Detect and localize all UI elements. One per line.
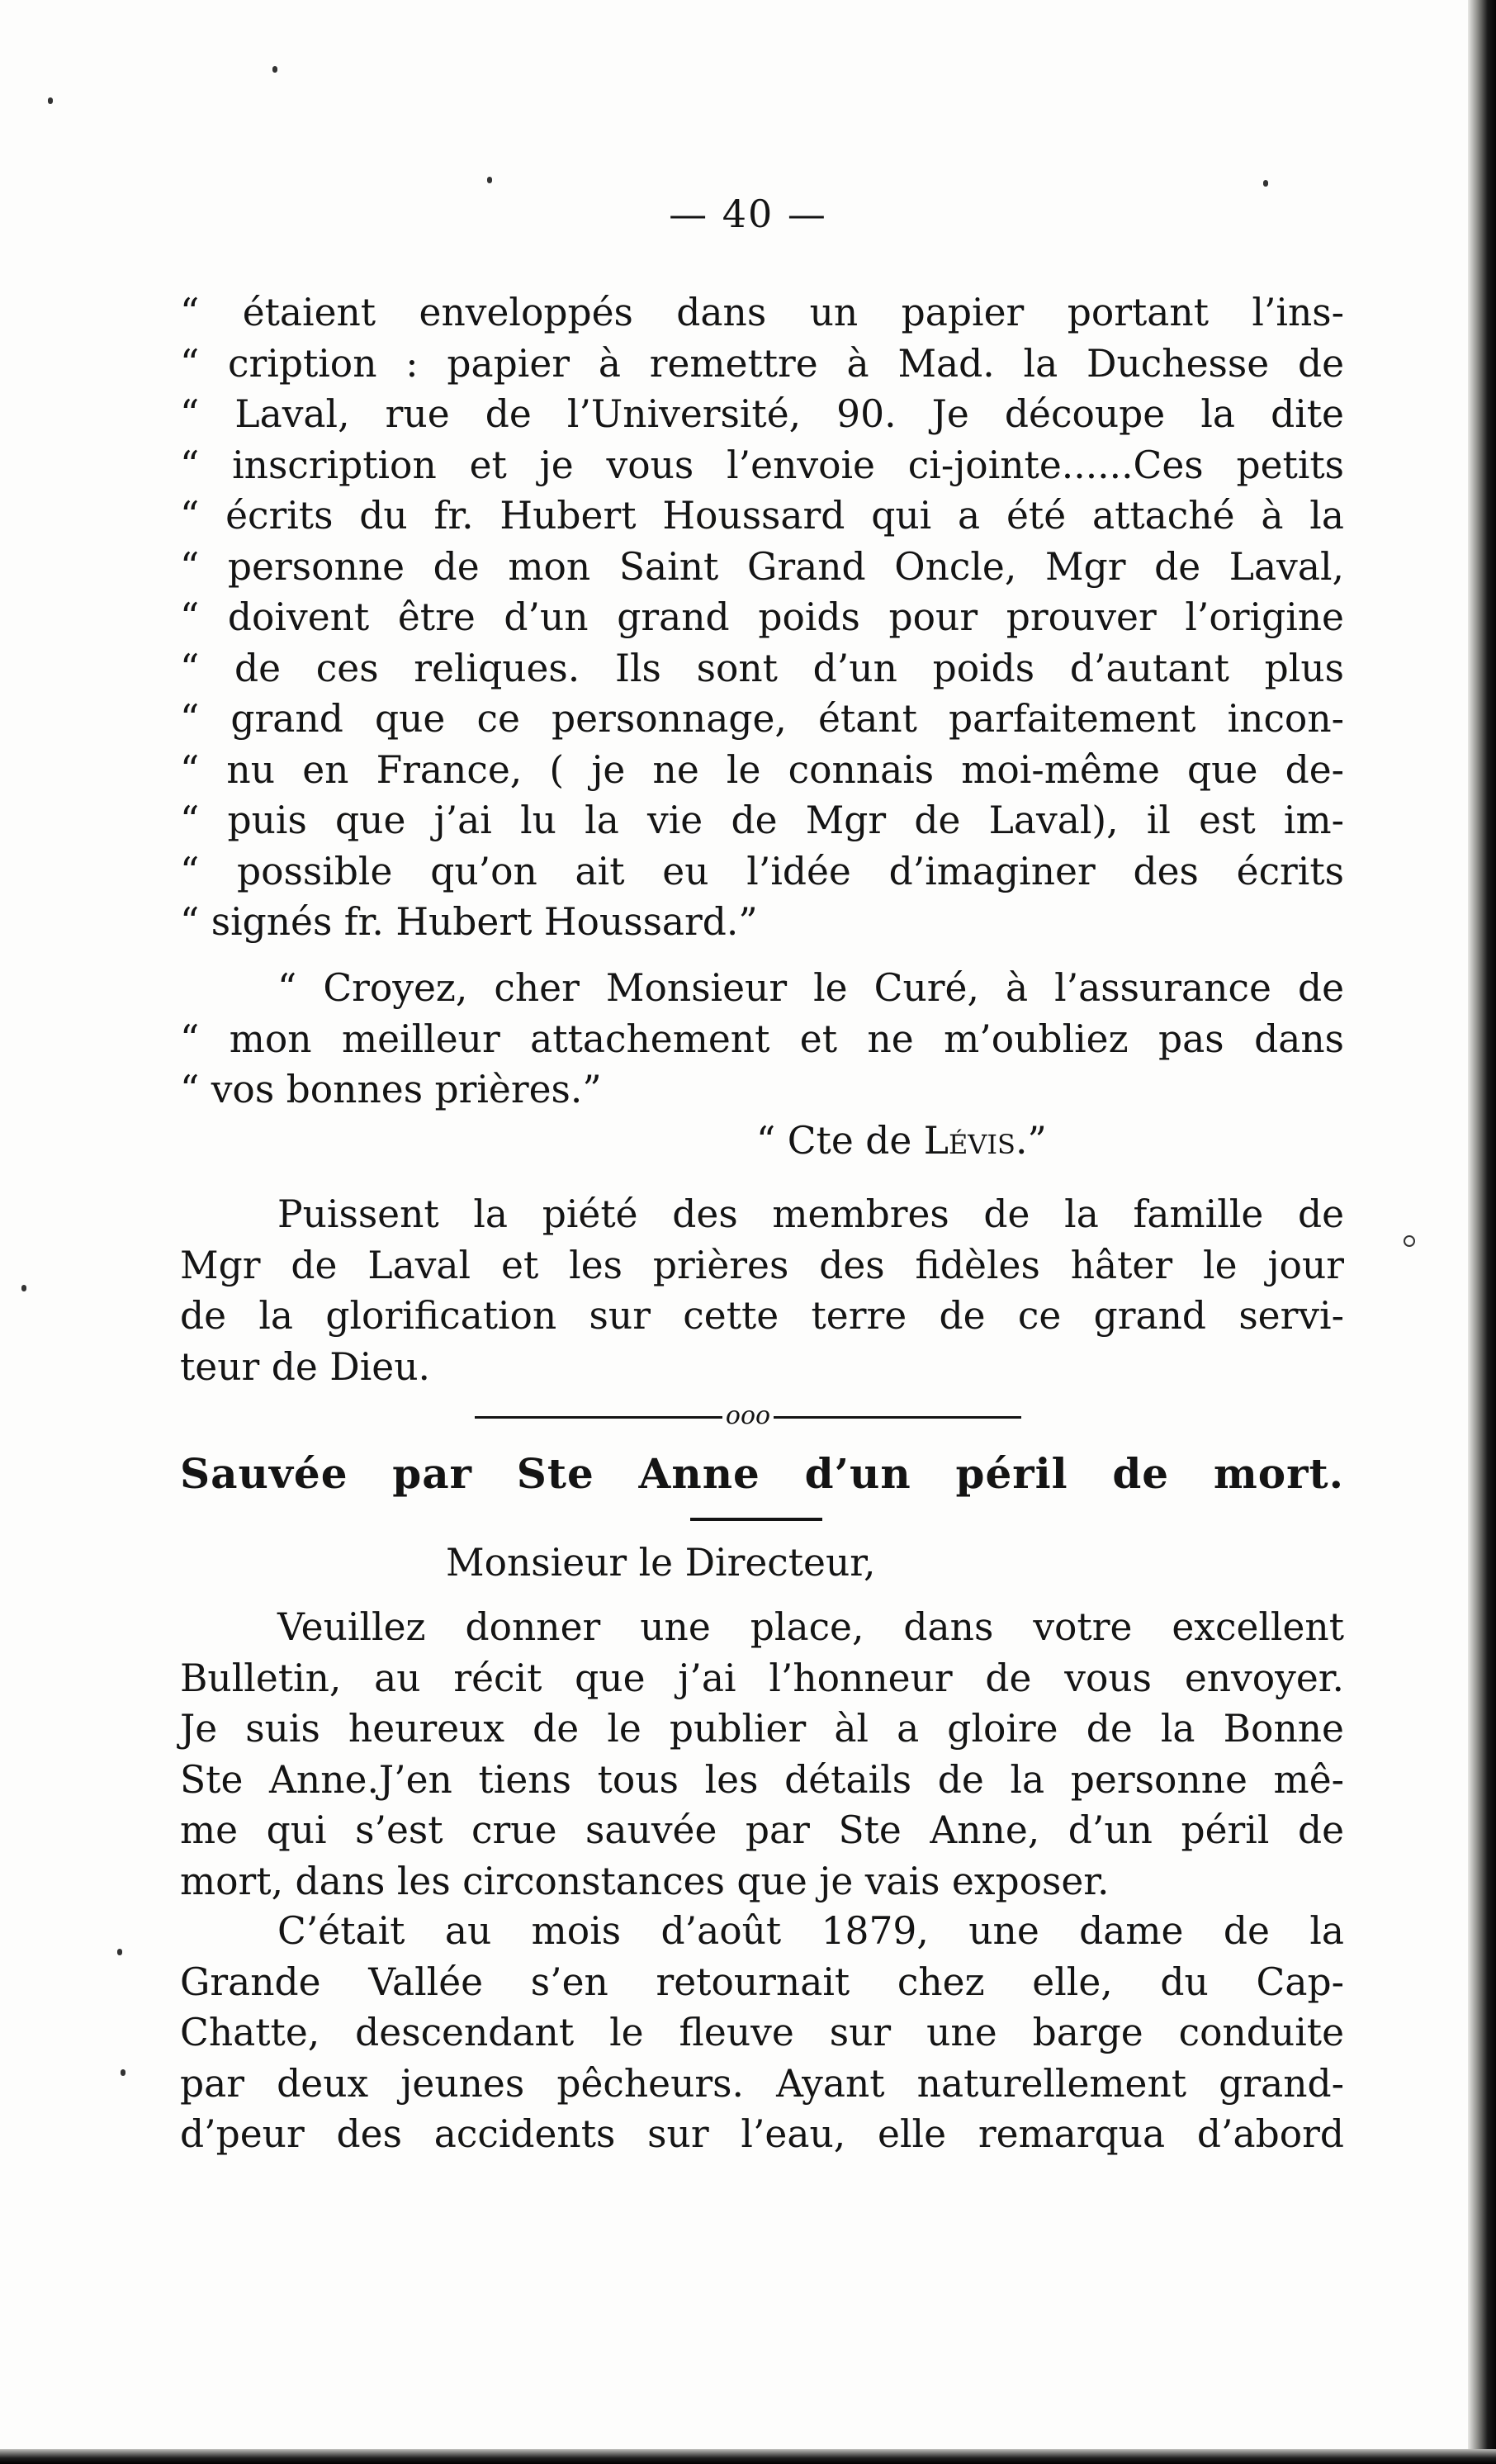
- text-line: Je suis heureux de le publier àl a gloire de la Bonne: [180, 1707, 1344, 1751]
- text-line: “ de ces reliques. Ils sont d’un poids d’autant plus: [180, 646, 1344, 690]
- text-line: “ puis que j’ai lu la vie de Mgr de Laval), il est im-: [180, 798, 1344, 842]
- text-line: “ grand que ce personnage, étant parfaitement incon-: [180, 697, 1344, 741]
- scan-edge-bottom: [0, 2449, 1496, 2464]
- text-line: “ écrits du fr. Hubert Houssard qui a été attaché à la: [180, 494, 1344, 538]
- scan-speck: [21, 1285, 26, 1291]
- separator-mark: ooo: [725, 1401, 771, 1430]
- text-line: de la glorification sur cette terre de ce grand servi-: [180, 1294, 1344, 1338]
- editorial-paragraph: [180, 1189, 1344, 1392]
- text-line: “ Croyez, cher Monsieur le Curé, à l’assurance de: [277, 966, 1344, 1010]
- scan-speck: [272, 66, 277, 73]
- scan-speck: [487, 177, 492, 183]
- text-line: me qui s’est crue sauvée par Ste Anne, d’un péril de: [180, 1808, 1344, 1852]
- separator-rule-left: [475, 1416, 722, 1419]
- text-line: “ étaient enveloppés dans un papier portant l’ins-: [180, 291, 1344, 334]
- text-line: “ signés fr. Hubert Houssard.”: [180, 900, 758, 944]
- text-line: Puissent la piété des membres de la famille de: [277, 1192, 1344, 1236]
- letter-quote-block: [180, 287, 1344, 948]
- text-line: Grande Vallée s’en retournait chez elle, du Cap-: [180, 1959, 1344, 2004]
- section-separator: [0, 1400, 1496, 1433]
- scan-speck: [1404, 1235, 1415, 1247]
- scan-speck: [121, 2069, 125, 2076]
- article-paragraph-1: [180, 1602, 1344, 1907]
- text-line: Chatte, descendant le fleuve sur une barge conduite: [180, 2011, 1344, 2054]
- text-line: “ cription : papier à remettre à Mad. la Duchesse de: [180, 341, 1344, 386]
- text-line: “ possible qu’on ait eu l’idée d’imaginer des écrits: [180, 849, 1344, 893]
- letter-closing-block: [180, 963, 1344, 1166]
- text-line: par deux jeunes pêcheurs. Ayant naturellement grand-: [180, 2061, 1344, 2106]
- salutation: Monsieur le Directeur,: [446, 1541, 876, 1585]
- signature-prefix: “ Cte de: [756, 1118, 924, 1163]
- text-line: d’peur des accidents sur l’eau, elle remarqua d’abord: [180, 2112, 1344, 2156]
- scan-speck: [117, 1949, 122, 1955]
- scan-speck: [1263, 180, 1268, 187]
- title-underline-rule: [690, 1518, 822, 1521]
- text-line: “ inscription et je vous l’envoie ci-jointe......Ces petits: [180, 443, 1344, 487]
- text-line: “ mon meilleur attachement et ne m’oubliez pas dans: [180, 1016, 1344, 1061]
- text-line: “ personne de mon Saint Grand Oncle, Mgr de Laval,: [180, 544, 1344, 589]
- text-line: teur de Dieu.: [180, 1344, 430, 1389]
- article-paragraph-2: [180, 1906, 1344, 2160]
- letter-signature: [180, 1116, 1344, 1167]
- scan-edge-right: [1468, 0, 1496, 2464]
- separator-rule-right: [774, 1416, 1021, 1419]
- text-line: Veuillez donner une place, dans votre excellent: [277, 1605, 1344, 1649]
- signature-name: Lévis.”: [923, 1118, 1047, 1163]
- text-line: Mgr de Laval et les prières des fidèles hâter le jour: [180, 1243, 1344, 1287]
- text-line: C’était au mois d’août 1879, une dame de la: [277, 1909, 1344, 1953]
- text-line: mort, dans les circonstances que je vais exposer.: [180, 1859, 1110, 1903]
- text-line: Bulletin, au récit que j’ai l’honneur de vous envoyer.: [180, 1656, 1344, 1700]
- article-title: Sauvée par Ste Anne d’un péril de mort.: [180, 1449, 1344, 1498]
- page-number: — 40 —: [669, 192, 827, 236]
- scan-speck: [48, 97, 53, 104]
- text-line: “ vos bonnes prières.”: [180, 1068, 602, 1111]
- text-line: “ nu en France, ( je ne le connais moi-même que de-: [180, 747, 1344, 792]
- text-line: “ Laval, rue de l’Université, 90. Je découpe la dite: [180, 392, 1344, 436]
- text-line: Ste Anne.J’en tiens tous les détails de la personne mê-: [180, 1757, 1344, 1802]
- text-line: “ doivent être d’un grand poids pour prouver l’origine: [180, 595, 1344, 639]
